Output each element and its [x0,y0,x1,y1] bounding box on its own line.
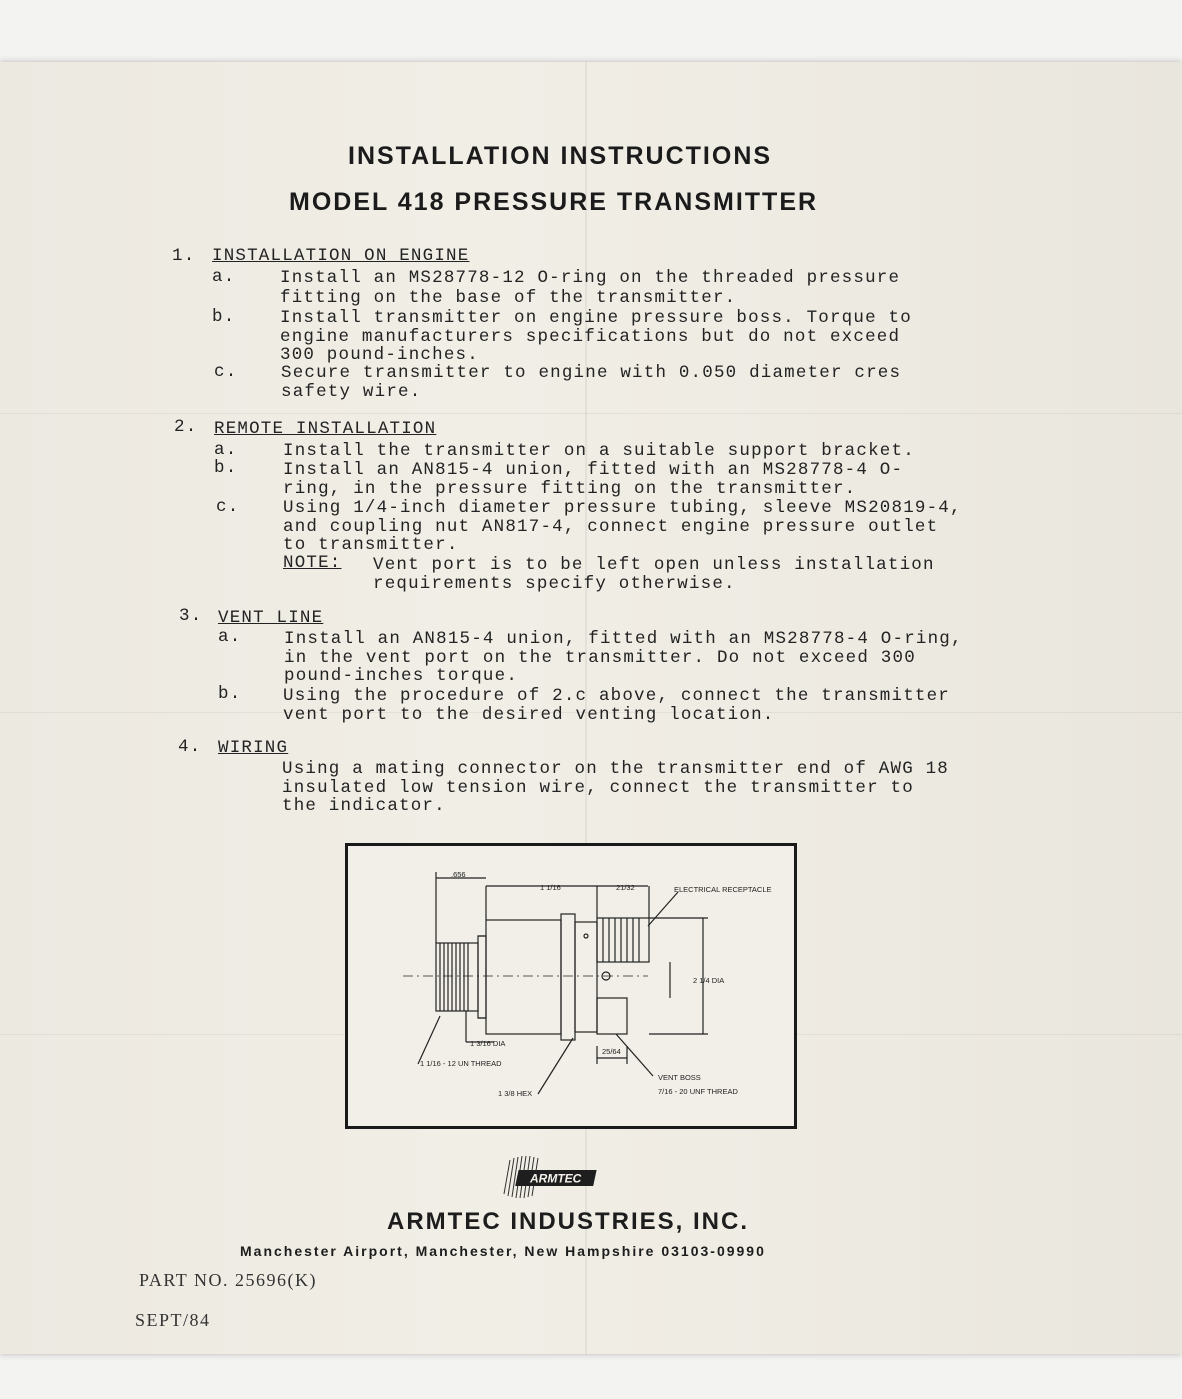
item-3a-line-2: in the vent port on the transmitter. Do not exceed 300 [284,648,916,668]
section-3-heading: VENT LINE [218,608,324,628]
thread-1-1-16-label: 1 1/16 - 12 UN THREAD [420,1059,502,1068]
logo-text: ARMTEC [530,1171,582,1186]
item-2b-line-2: ring, in the pressure fitting on the transmitter. [283,479,857,499]
section-1-heading: INSTALLATION ON ENGINE [212,246,470,266]
part-number: PART NO. 25696(K) [139,1270,317,1290]
section-2-heading: REMOTE INSTALLATION [214,419,437,439]
vent-boss-label: VENT BOSS [658,1073,701,1082]
unf-thread-label: 7/16 - 20 UNF THREAD [658,1087,738,1096]
item-2c-line-3: to transmitter. [283,535,459,555]
item-2a-line-1: Install the transmitter on a suitable support bracket. [283,441,915,461]
section-1-number: 1. [172,246,196,266]
item-1a-line-1: Install an MS28778-12 O-ring on the threaded pressure [280,268,901,288]
item-1b-line-1: Install transmitter on engine pressure boss. Torque to [280,308,912,328]
item-2b-letter: b. [214,458,238,478]
electrical-receptacle-label: ELECTRICAL RECEPTACLE [674,885,772,894]
item-1b-line-2: engine manufacturers specifications but do not exceed [280,327,901,347]
item-2c-line-1: Using 1/4-inch diameter pressure tubing, sleeve MS20819-4, [283,498,962,518]
revision-date: SEPT/84 [135,1310,211,1330]
company-address: Manchester Airport, Manchester, New Hampshire 03103-09990 [240,1243,766,1259]
note-line-1: Vent port is to be left open unless installation [373,555,935,575]
item-3b-letter: b. [218,684,242,704]
item-1c-line-2: safety wire. [281,382,422,402]
section-3-number: 3. [179,606,203,626]
wiring-line-1: Using a mating connector on the transmitter end of AWG 18 [282,759,949,779]
note-line-2: requirements specify otherwise. [373,574,736,594]
note-label: NOTE: [283,553,342,573]
item-3a-line-3: pound-inches torque. [284,666,519,686]
item-2a-letter: a. [214,440,238,460]
section-2-number: 2. [174,417,198,437]
item-1a-line-2: fitting on the base of the transmitter. [280,288,737,308]
item-1b-line-3: 300 pound-inches. [280,345,479,365]
transmitter-drawing [348,846,794,1126]
wiring-line-2: insulated low tension wire, connect the transmitter to [282,778,914,798]
wiring-line-3: the indicator. [282,796,446,816]
section-4-heading: WIRING [218,738,289,758]
item-3b-line-1: Using the procedure of 2.c above, connect the transmitter [283,686,950,706]
item-3a-line-1: Install an AN815-4 union, fitted with an MS28778-4 O-ring, [284,629,963,649]
dia-2-1-4-label: 2 1/4 DIA [693,976,725,985]
dia-1-3-16-label: 1 3/16 DIA [470,1039,506,1048]
hex-1-3-8-label: 1 3/8 HEX [498,1089,533,1098]
document-title: INSTALLATION INSTRUCTIONS [348,142,773,170]
dim-656-label: .656 [451,870,466,879]
item-1b-letter: b. [212,307,236,327]
dim-25-64-label: 25/64 [602,1047,621,1056]
item-3b-line-2: vent port to the desired venting location. [283,705,775,725]
fold-crease-1 [0,413,1182,414]
company-name: ARMTEC INDUSTRIES, INC. [387,1208,750,1235]
dim-21-32-label: 21/32 [616,883,635,892]
section-4-number: 4. [178,737,202,757]
item-2c-letter: c. [216,497,240,517]
item-1a-letter: a. [212,267,236,287]
item-1c-letter: c. [214,362,238,382]
document-subtitle: MODEL 418 PRESSURE TRANSMITTER [289,188,819,216]
item-2c-line-2: and coupling nut AN817-4, connect engine pressure outlet [283,517,939,537]
armtec-logo [500,1154,604,1200]
item-1c-line-1: Secure transmitter to engine with 0.050 diameter cres [281,363,902,383]
item-2b-line-1: Install an AN815-4 union, fitted with an MS28778-4 O- [283,460,904,480]
transmitter-dimension-diagram [345,843,797,1129]
item-3a-letter: a. [218,627,242,647]
dim-1-1-16-label: 1 1/16 [540,883,561,892]
